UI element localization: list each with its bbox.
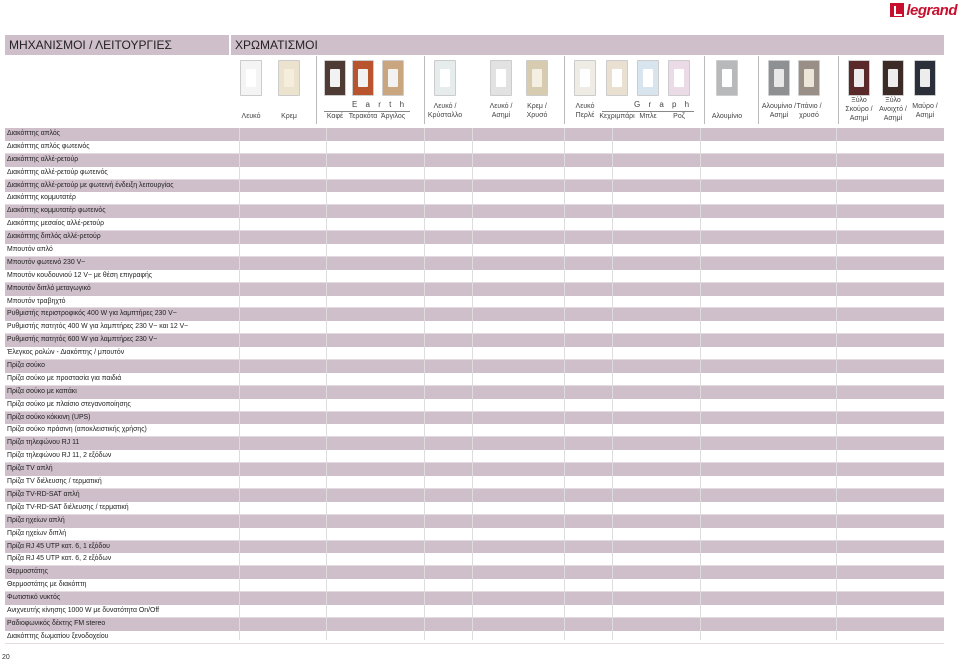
function-label: Πρίζα RJ 45 UTP κατ. 6, 1 εξόδου xyxy=(7,542,110,550)
swatch-switch xyxy=(854,69,864,87)
color-cells xyxy=(231,154,944,167)
function-label: Πρίζα TV απλή xyxy=(7,465,53,473)
color-cells xyxy=(231,334,944,347)
table-row xyxy=(5,515,944,528)
function-label: Ρυθμιστής περιστροφικός 400 W για λαμπτήρες 230 V~ xyxy=(7,310,177,318)
swatch-switch xyxy=(496,69,506,87)
table-row xyxy=(5,618,944,631)
color-cells xyxy=(231,399,944,411)
table-row xyxy=(5,257,944,270)
function-label: Πρίζα τηλεφώνου RJ 11 xyxy=(7,439,80,447)
color-swatch xyxy=(768,60,790,96)
color-cells xyxy=(231,476,944,488)
swatch-switch xyxy=(888,69,898,87)
color-cells xyxy=(231,541,944,554)
color-cells xyxy=(231,437,944,450)
swatch-label: Άργιλος xyxy=(380,113,406,120)
legrand-logo-icon xyxy=(890,3,904,17)
color-cells xyxy=(231,308,944,321)
table-row xyxy=(5,592,944,605)
swatch-label: Λευκό xyxy=(241,113,261,120)
color-cells xyxy=(231,386,944,399)
table-row xyxy=(5,528,944,541)
table-row xyxy=(5,192,944,205)
color-cells xyxy=(231,528,944,540)
color-swatch xyxy=(882,60,904,96)
function-label: Διακόπτης κομμυτατέρ φωτεινός xyxy=(7,207,106,215)
color-cells xyxy=(231,592,944,605)
swatch-switch xyxy=(440,69,450,87)
column-divider xyxy=(836,128,837,640)
color-swatch xyxy=(526,60,548,96)
swatch-label: Μαύρο / Ασημί xyxy=(912,103,938,119)
table-row xyxy=(5,502,944,515)
table-row xyxy=(5,296,944,309)
swatch-label: Καφέ xyxy=(326,113,344,120)
color-cells xyxy=(231,631,944,643)
swatch-switch xyxy=(804,69,814,87)
table-row xyxy=(5,463,944,476)
swatch-label: Λευκό / Κρύσταλλο xyxy=(427,103,463,119)
column-divider xyxy=(700,128,701,640)
table-row xyxy=(5,205,944,218)
color-cells xyxy=(231,502,944,514)
table-row xyxy=(5,218,944,231)
swatch-switch xyxy=(330,69,340,87)
swatch-switch xyxy=(284,69,294,87)
column-divider xyxy=(472,128,473,640)
function-label: Ρυθμιστής πατητός 400 W για λαμπτήρες 230 V~ και 12 V~ xyxy=(7,323,189,331)
swatch-label: Τιτάνιο / χρυσό xyxy=(796,103,822,119)
function-label: Διακόπτης μεσαίος αλλέ-ρετούρ xyxy=(7,220,105,228)
color-swatch xyxy=(352,60,374,96)
legrand-logo xyxy=(890,2,957,18)
color-cells xyxy=(231,489,944,502)
color-cells xyxy=(231,321,944,333)
table-row xyxy=(5,399,944,412)
function-label: Φωτιστικό νυκτός xyxy=(7,594,61,602)
swatch-label: Αλουμίνιο / Ασημί xyxy=(761,103,797,119)
function-label: Μπουτόν διπλό μεταγωγικό xyxy=(7,284,91,292)
function-label: Ανιχνευτής κίνησης 1000 W με δυνατότητα On/Off xyxy=(7,606,160,614)
color-cells xyxy=(231,412,944,425)
function-label: Διακόπτης αλλέ-ρετούρ xyxy=(7,155,79,163)
color-cells xyxy=(231,360,944,373)
color-cells xyxy=(231,450,944,462)
table-row xyxy=(5,579,944,592)
color-cells xyxy=(231,463,944,476)
color-swatch xyxy=(382,60,404,96)
function-label: Πρίζα σούκο xyxy=(7,362,45,370)
color-swatch xyxy=(914,60,936,96)
swatch-switch xyxy=(774,69,784,87)
color-cells xyxy=(231,283,944,296)
function-label: Διακόπτης αλλέ-ρετούρ με φωτεινή ένδειξη λειτουργίας xyxy=(7,181,174,189)
column-divider xyxy=(326,128,327,640)
function-label: Ρυθμιστής πατητός 600 W για λαμπτήρες 230 V~ xyxy=(7,336,158,344)
table-row xyxy=(5,283,944,296)
color-cells xyxy=(231,231,944,244)
table-row xyxy=(5,321,944,334)
function-label: Διακόπτης κομμυτατέρ xyxy=(7,194,76,202)
swatch-separator xyxy=(564,56,565,124)
table-row xyxy=(5,128,944,141)
color-swatch xyxy=(606,60,628,96)
table-row xyxy=(5,605,944,618)
table-row xyxy=(5,154,944,167)
color-cells xyxy=(231,579,944,591)
table-row xyxy=(5,360,944,373)
table-row xyxy=(5,631,944,644)
function-label: Πρίζα σούκο με πλαίσιο στεγανοποίησης xyxy=(7,400,131,408)
table-row xyxy=(5,373,944,386)
table-row xyxy=(5,450,944,463)
colors-header: ΧΡΩΜΑΤΙΣΜΟΙ xyxy=(231,35,944,55)
table-row xyxy=(5,308,944,321)
function-label: Ραδιοφωνικός δέκτης FM stereo xyxy=(7,619,106,627)
swatch-switch xyxy=(580,69,590,87)
table-row xyxy=(5,180,944,193)
color-swatches xyxy=(234,56,944,124)
functions-table xyxy=(5,128,944,644)
swatch-label: Κεχριμπάρι xyxy=(599,113,635,120)
swatch-label: Λευκό Περλέ xyxy=(575,103,595,119)
color-cells xyxy=(231,270,944,282)
color-cells xyxy=(231,192,944,204)
color-cells xyxy=(231,296,944,308)
color-swatch xyxy=(240,60,262,96)
swatch-separator xyxy=(838,56,839,124)
column-divider xyxy=(239,128,240,640)
function-label: Μπουτόν φωτεινό 230 V~ xyxy=(7,258,86,266)
header-row xyxy=(5,35,944,55)
table-row xyxy=(5,231,944,244)
color-cells xyxy=(231,167,944,179)
table-row xyxy=(5,541,944,554)
function-label: Πρίζα TV-RD-SAT απλή xyxy=(7,490,80,498)
function-label: Διακόπτης απλός xyxy=(7,130,60,137)
function-label: Θερμοστάτης με διακόπτη xyxy=(7,581,87,589)
color-swatch xyxy=(716,60,738,96)
color-cells xyxy=(231,128,944,141)
function-label: Διακόπτης διπλός αλλέ-ρετούρ xyxy=(7,233,101,241)
table-row xyxy=(5,334,944,347)
swatch-label: Ξύλο Ανοιχτό / Ασημί xyxy=(879,97,907,122)
color-swatch xyxy=(848,60,870,96)
column-divider xyxy=(424,128,425,640)
color-cells xyxy=(231,553,944,565)
page-number: 20 xyxy=(2,654,10,661)
table-row xyxy=(5,412,944,425)
swatch-switch xyxy=(920,69,930,87)
color-cells xyxy=(231,605,944,617)
table-row xyxy=(5,476,944,489)
color-cells xyxy=(231,257,944,270)
function-label: Πρίζα σούκο με προστασία για παιδιά xyxy=(7,374,122,382)
table-row xyxy=(5,270,944,283)
color-swatch xyxy=(490,60,512,96)
swatch-label: Κρεμ / Χρυσό xyxy=(526,103,548,119)
swatch-switch xyxy=(643,69,653,87)
swatch-switch xyxy=(532,69,542,87)
function-label: Διακόπτης απλός φωτεινός xyxy=(7,142,90,150)
swatch-label: Λευκό / Ασημί xyxy=(489,103,513,119)
color-cells xyxy=(231,618,944,631)
color-swatch xyxy=(434,60,456,96)
table-row xyxy=(5,386,944,399)
swatch-switch xyxy=(358,69,368,87)
swatch-label: Ξύλο Σκούρο / Ασημί xyxy=(845,97,873,122)
function-label: Θερμοστάτης xyxy=(7,568,48,576)
swatch-separator xyxy=(424,56,425,124)
function-label: Πρίζα ηχείων διπλή xyxy=(7,529,67,537)
swatch-switch xyxy=(722,69,732,87)
function-label: Μπουτόν κουδουνιού 12 V~ με θέση επιγραφής xyxy=(7,271,153,279)
function-label: Διακόπτης δωματίου ξενοδοχείου xyxy=(7,632,109,640)
color-swatch xyxy=(798,60,820,96)
function-label: Έλεγκος ρολών - Διακόπτης / μπουτόν xyxy=(7,349,125,357)
column-divider xyxy=(612,128,613,640)
swatch-label: Κρεμ xyxy=(281,113,297,120)
color-cells xyxy=(231,218,944,230)
color-swatch xyxy=(324,60,346,96)
earth-group-label: E a r t h xyxy=(352,100,408,109)
color-cells xyxy=(231,515,944,528)
function-label: Πρίζα σούκο κόκκινη (UPS) xyxy=(7,413,91,421)
function-label: Μπουτόν απλό xyxy=(7,246,53,254)
swatch-label: Τερακότα xyxy=(348,113,378,120)
table-row xyxy=(5,167,944,180)
swatch-switch xyxy=(612,69,622,87)
brand-name: legrand xyxy=(906,1,957,19)
swatch-switch xyxy=(674,69,684,87)
color-cells xyxy=(231,347,944,359)
function-label: Πρίζα RJ 45 UTP κατ. 6, 2 εξόδων xyxy=(7,555,112,563)
color-cells xyxy=(231,373,944,385)
function-label: Πρίζα σούκο με καπάκι xyxy=(7,387,77,395)
column-divider xyxy=(564,128,565,640)
color-cells xyxy=(231,180,944,193)
color-cells xyxy=(231,205,944,218)
function-label: Πρίζα TV-RD-SAT διέλευσης / τερματική xyxy=(7,503,129,511)
table-row xyxy=(5,437,944,450)
function-label: Πρίζα TV διέλευσης / τερματική xyxy=(7,478,102,486)
swatch-separator xyxy=(704,56,705,124)
function-label: Πρίζα ηχείων απλή xyxy=(7,516,65,524)
swatch-switch xyxy=(246,69,256,87)
table-row xyxy=(5,347,944,360)
table-row xyxy=(5,244,944,257)
graph-group-label: G r a p h xyxy=(634,100,693,109)
mechanisms-header: ΜΗΧΑΝΙΣΜΟΙ / ΛΕΙΤΟΥΡΓΙΕΣ xyxy=(5,35,229,55)
color-cells xyxy=(231,566,944,579)
color-swatch xyxy=(574,60,596,96)
function-label: Μπουτόν τραβηχτό xyxy=(7,297,66,305)
color-swatch xyxy=(668,60,690,96)
function-label: Πρίζα τηλεφώνου RJ 11, 2 εξόδων xyxy=(7,452,112,460)
swatch-switch xyxy=(388,69,398,87)
swatch-separator xyxy=(758,56,759,124)
color-cells xyxy=(231,244,944,256)
function-label: Διακόπτης αλλέ-ρετούρ φωτεινός xyxy=(7,168,108,176)
table-row xyxy=(5,141,944,154)
table-row xyxy=(5,489,944,502)
table-row xyxy=(5,424,944,437)
table-row xyxy=(5,553,944,566)
color-cells xyxy=(231,424,944,436)
function-label: Πρίζα σούκο πράσινη (αποκλειστικής χρήσης) xyxy=(7,426,147,434)
color-swatch xyxy=(278,60,300,96)
table-row xyxy=(5,566,944,579)
color-swatch xyxy=(637,60,659,96)
swatch-label: Αλουμίνιο xyxy=(711,113,743,120)
swatch-label: Ροζ xyxy=(673,113,685,120)
swatch-label: Μπλε xyxy=(639,113,657,120)
color-cells xyxy=(231,141,944,153)
